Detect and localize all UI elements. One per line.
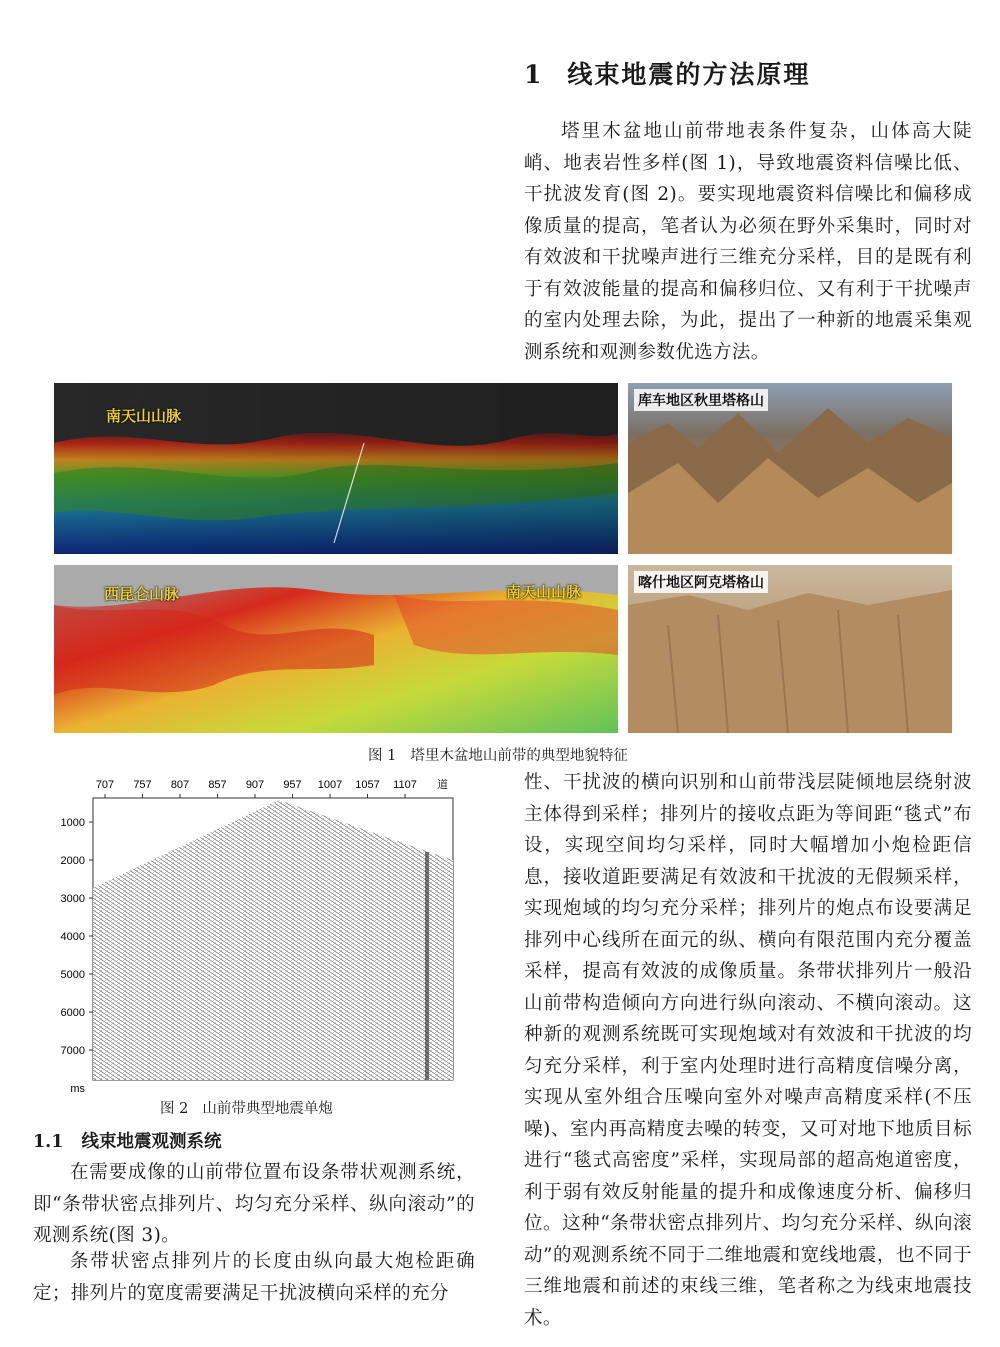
seismic-plot bbox=[33, 770, 473, 1095]
time-axis-unit: ms bbox=[70, 1083, 85, 1095]
left-paragraph-2: 条带状密点排列片的长度由纵向最大炮检距确定；排列片的宽度需要满足干扰波横向采样的充分 bbox=[33, 1251, 475, 1304]
figure1-panel-d-photo bbox=[628, 565, 952, 733]
map-label-south-tianshan-2: 南天山山脉 bbox=[506, 583, 582, 601]
time-tick-label: 1000 bbox=[60, 817, 85, 829]
section-title bbox=[524, 55, 810, 91]
figure1-caption-number: 图 1 bbox=[368, 748, 397, 764]
trace-axis-unit: 道 bbox=[437, 779, 448, 791]
subsection-title-text: 线束地震观测系统 bbox=[81, 1132, 222, 1152]
intro-paragraph: 塔里木盆地山前带地表条件复杂，山体高大陡峭、地表岩性多样(图 1)，导致地震资料信噪比低、干扰波发育(图 2)。要实现地震资料信噪比和偏移成像质量的提高，笔者认为必须在野外采集时，同时对有效波和干扰噪声进行三维充分采样，目的是既有利于有效波能量的提高和偏移归位、又有利于干扰噪声的室内处理去除，为此，提出了一种新的地震采集观测系统和观测参数优选方法。 bbox=[524, 121, 972, 363]
trace-tick-label: 707 bbox=[95, 779, 115, 791]
trace-tick-label: 1007 bbox=[317, 779, 343, 791]
figure2-caption bbox=[160, 1097, 333, 1118]
figure1-panel-c-terrain-map bbox=[54, 565, 618, 733]
figure2-seismic-gather bbox=[33, 770, 473, 1095]
trace-tick-label: 757 bbox=[133, 779, 152, 791]
right-column-paragraph: 性、干扰波的横向识别和山前带浅层陡倾地层绕射波主体得到采样；排列片的接收点距为等间距“毯式”布设，实现空间均匀采样，同时大幅增加小炮检距信息，接收道距要满足有效波和干扰波的无假频采样，实现炮域的均匀充分采样；排列片的炮点布设要满足排列中心线所在面元的纵、横向有限范围内充分覆盖采样，提高有效波的成像质量。条带状排列片一般沿山前带构造倾向方向进行纵向滚动、不横向滚动。这种新的观测系统既可实现炮域对有效波和干扰波的均匀充分采样，利于室内处理时进行高精度信噪分离，实现从室外组合压噪向室外对噪声高精度采样(不压噪)、室内再高精度去噪的转变，又可对地下地质目标进行“毯式高密度”采样，实现局部的超高炮道密度，利于弱有效反射能量的提升和成像速度分析、偏移归位。这种“条带状密点排列片、均匀充分采样、纵向滚动”的观测系统不同于二维地震和宽线地震，也不同于三维地震和前述的束线三维，笔者称之为线束地震技术。 bbox=[524, 772, 972, 1329]
subsection-number: 1.1 bbox=[33, 1132, 64, 1152]
trace-tick-label: 907 bbox=[245, 779, 265, 791]
figure1-panel-a-terrain-map bbox=[54, 383, 618, 554]
trace-tick-label: 1107 bbox=[393, 779, 417, 791]
trace-tick-label: 1057 bbox=[355, 779, 380, 791]
map-label-south-tianshan: 南天山山脉 bbox=[106, 407, 182, 425]
figure2-caption-number: 图 2 bbox=[160, 1101, 189, 1117]
map-label-west-kunlun: 西昆仑山脉 bbox=[104, 585, 180, 603]
time-tick-label: 2000 bbox=[60, 855, 85, 867]
photo-label-kashgar: 喀什地区阿克塔格山 bbox=[634, 571, 768, 593]
trace-tick-label: 957 bbox=[283, 779, 302, 791]
photo-label-kuqa: 库车地区秋里塔格山 bbox=[634, 389, 768, 411]
figure1-caption-text: 塔里木盆地山前带的典型地貌特征 bbox=[410, 748, 628, 764]
time-tick-label: 7000 bbox=[60, 1045, 85, 1057]
time-tick-label: 3000 bbox=[60, 893, 85, 905]
section-number: 1 bbox=[524, 60, 544, 89]
left-paragraph-1: 在需要成像的山前带位置布设条带状观测系统，即“条带状密点排列片、均匀充分采样、纵向滚动”的观测系统(图 3)。 bbox=[33, 1162, 475, 1246]
figure1-panel-b-photo bbox=[628, 383, 952, 554]
figure1-caption bbox=[368, 744, 628, 765]
figure2-caption-text: 山前带典型地震单炮 bbox=[202, 1101, 333, 1117]
time-tick-label: 6000 bbox=[60, 1007, 85, 1019]
time-tick-label: 4000 bbox=[60, 931, 85, 943]
section-title-text: 线束地震的方法原理 bbox=[567, 60, 811, 89]
subsection-title bbox=[33, 1128, 221, 1153]
time-tick-label: 5000 bbox=[60, 969, 85, 981]
trace-tick-label: 807 bbox=[170, 779, 190, 791]
trace-tick-label: 857 bbox=[208, 779, 227, 791]
